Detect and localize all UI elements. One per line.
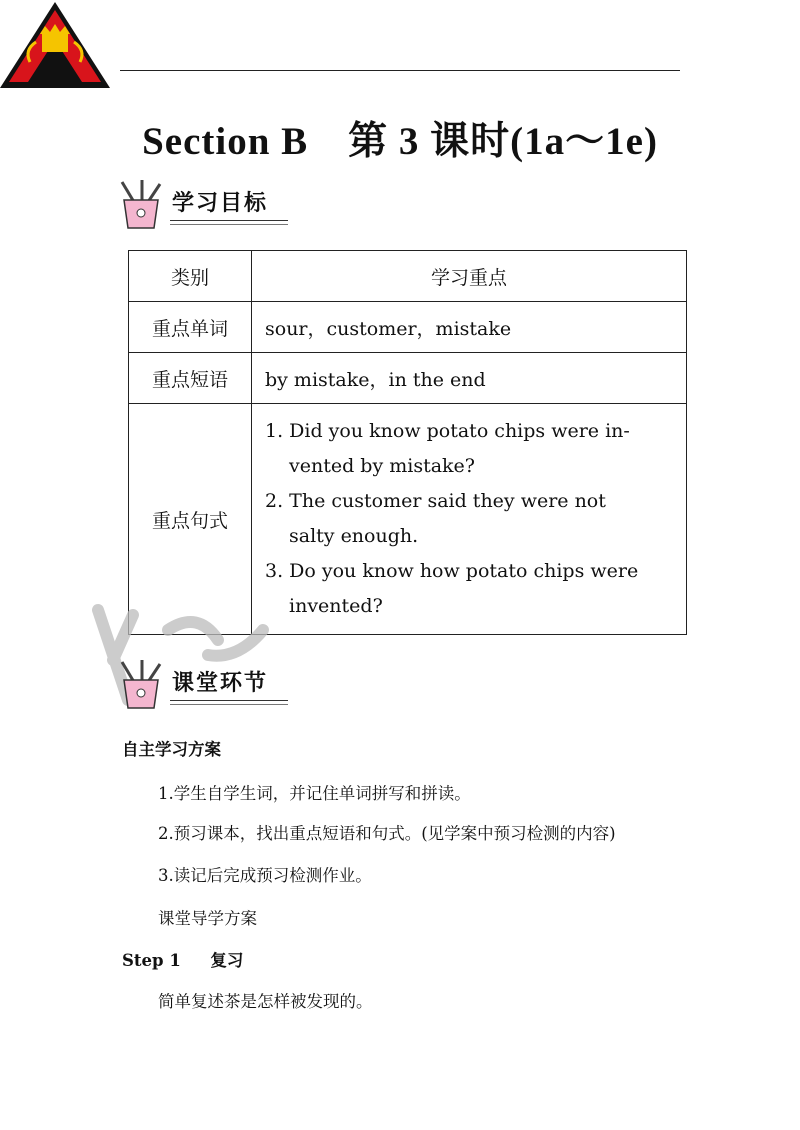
step-label: Step 1 bbox=[122, 951, 181, 970]
table-row bbox=[129, 353, 687, 404]
sentence-line: invented? bbox=[289, 595, 383, 617]
pen-holder-icon bbox=[112, 660, 170, 710]
table-row bbox=[129, 302, 687, 353]
school-logo-icon bbox=[0, 0, 110, 90]
step-name: 复习 bbox=[210, 951, 244, 970]
section-header-goals bbox=[112, 180, 312, 236]
table-header-category: 类别 bbox=[129, 251, 252, 302]
sentence-line: 3. Do you know how potato chips were bbox=[265, 560, 639, 582]
row-content: by mistake，in the end bbox=[252, 353, 687, 404]
goals-table bbox=[128, 250, 687, 635]
row-category: 重点句式 bbox=[129, 404, 252, 635]
page-title: Section B 第 3 课时(1a～1e) bbox=[142, 120, 658, 163]
row-sentences bbox=[252, 404, 687, 635]
table-header-focus: 学习重点 bbox=[252, 251, 687, 302]
header-rule bbox=[120, 70, 680, 71]
sentence-line: vented by mistake? bbox=[289, 455, 475, 477]
row-category: 重点短语 bbox=[129, 353, 252, 404]
section-header-class bbox=[112, 660, 312, 716]
row-content: sour，customer，mistake bbox=[252, 302, 687, 353]
self-study-item: 2.预习课本，找出重点短语和句式。(见学案中预习检测的内容) bbox=[158, 824, 616, 843]
section-underline bbox=[170, 220, 288, 221]
section-label-goals: 学习目标 bbox=[172, 191, 269, 216]
step-content: 简单复述茶是怎样被发现的。 bbox=[158, 992, 373, 1011]
guided-title: 课堂导学方案 bbox=[158, 909, 257, 928]
section-underline bbox=[170, 704, 288, 705]
row-category: 重点单词 bbox=[129, 302, 252, 353]
self-study-title: 自主学习方案 bbox=[122, 740, 221, 759]
section-underline bbox=[170, 224, 288, 225]
step-heading bbox=[122, 947, 722, 971]
pen-holder-icon bbox=[112, 180, 170, 230]
self-study-item: 3.读记后完成预习检测作业。 bbox=[158, 866, 372, 885]
self-study-item: 1.学生自学生词，并记住单词拼写和拼读。 bbox=[158, 784, 471, 803]
section-underline bbox=[170, 700, 288, 701]
sentence-line: salty enough. bbox=[289, 525, 419, 547]
section-label-class: 课堂环节 bbox=[172, 671, 269, 696]
sentence-line: 1. Did you know potato chips were in- bbox=[265, 420, 630, 442]
sentence-line: 2. The customer said they were not bbox=[265, 490, 606, 512]
